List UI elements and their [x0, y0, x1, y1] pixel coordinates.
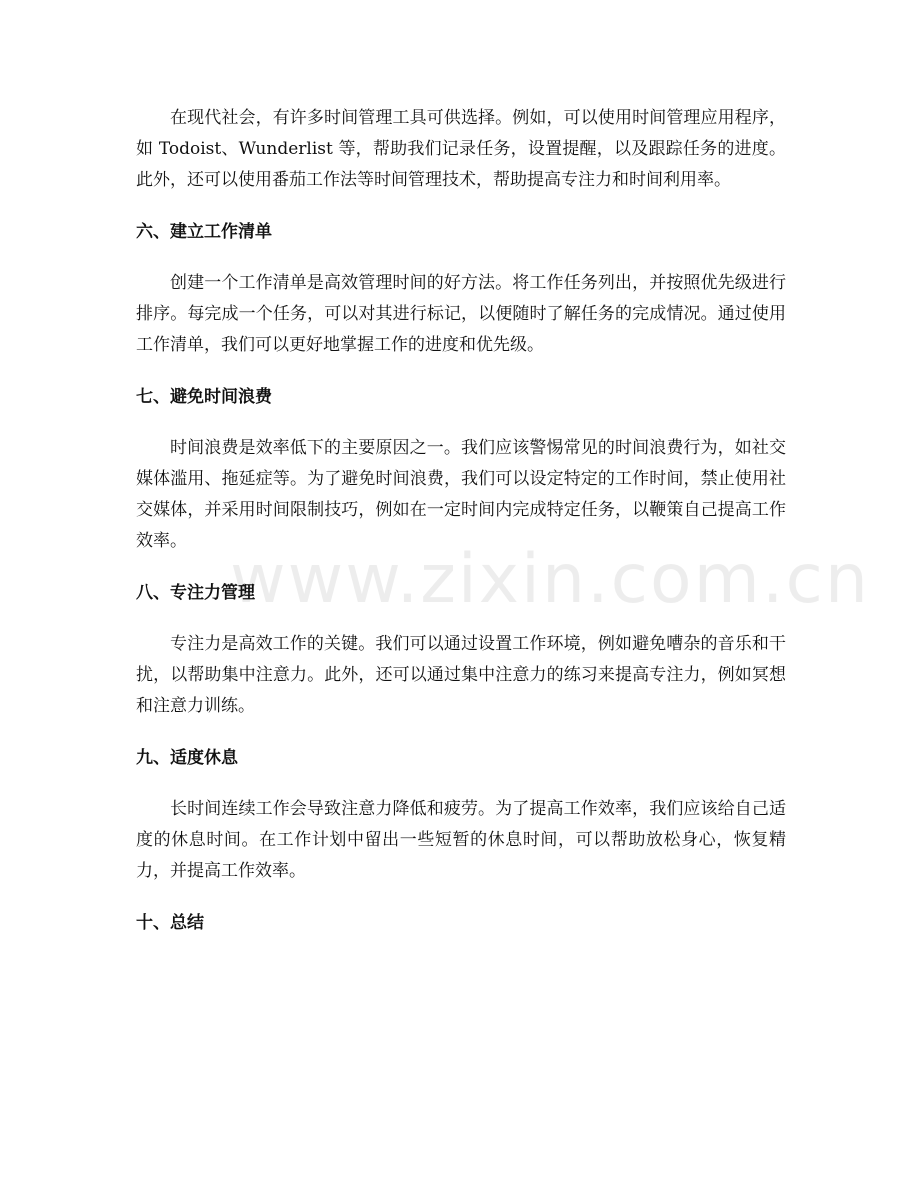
- section-body-9: 长时间连续工作会导致注意力降低和疲劳。为了提高工作效率，我们应该给自己适度的休息时间。在工作计划中留出一些短暂的休息时间，可以帮助放松身心，恢复精力，并提高工作效率。: [136, 799, 786, 881]
- section-heading-8: 八、专注力管理: [136, 583, 255, 603]
- section-heading-9: 九、适度休息: [136, 748, 238, 768]
- watermark: www.zixin.com.cn: [230, 540, 870, 619]
- section-body-6: 创建一个工作清单是高效管理时间的好方法。将工作任务列出，并按照优先级进行排序。每完成一个任务，可以对其进行标记，以便随时了解任务的完成情况。通过使用工作清单，我们可以更好地掌握工作的进度和优先级。: [136, 273, 786, 355]
- section-heading-6: 六、建立工作清单: [136, 222, 272, 242]
- section-body-8: 专注力是高效工作的关键。我们可以通过设置工作环境，例如避免嘈杂的音乐和干扰，以帮助集中注意力。此外，还可以通过集中注意力的练习来提高专注力，例如冥想和注意力训练。: [136, 634, 786, 716]
- intro-paragraph: 在现代社会，有许多时间管理工具可供选择。例如，可以使用时间管理应用程序，如 Todoist、Wunderlist 等，帮助我们记录任务，设置提醒，以及跟踪任务的进度。此外，还可以使用番茄工作法等时间管理技术，帮助提高专注力和时间利用率。: [136, 108, 786, 190]
- section-body-7: 时间浪费是效率低下的主要原因之一。我们应该警惕常见的时间浪费行为，如社交媒体滥用、拖延症等。为了避免时间浪费，我们可以设定特定的工作时间，禁止使用社交媒体，并采用时间限制技巧，例如在一定时间内完成特定任务，以鞭策自己提高工作效率。: [136, 438, 786, 551]
- document-body: [136, 103, 786, 959]
- section-heading-10: 十、总结: [136, 913, 204, 933]
- section-heading-7: 七、避免时间浪费: [136, 387, 272, 407]
